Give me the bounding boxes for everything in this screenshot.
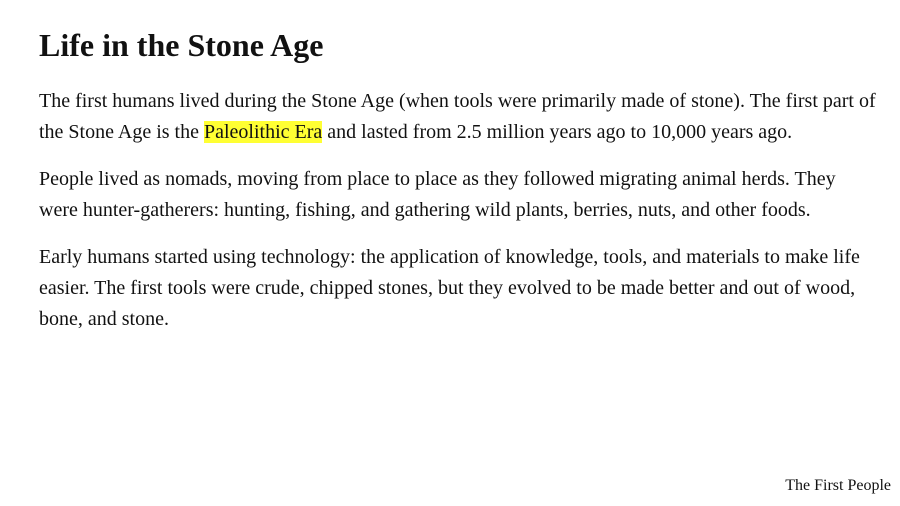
slide-body bbox=[39, 86, 879, 351]
highlighted-term-paleolithic-era: Paleolithic Era bbox=[203, 121, 323, 143]
slide-footer: The First People bbox=[785, 477, 891, 494]
paragraph-text-after-highlight: and lasted from 2.5 million years ago to 10,000 years ago. bbox=[322, 121, 793, 143]
paragraph-technology: Early humans started using technology: the application of knowledge, tools, and materials to make life easier. The first tools were crude, chipped stones, but they evolved to be made better and out of wood, bone, and stone. bbox=[39, 246, 860, 330]
paragraph-text-before-highlight: The first humans lived during the Stone Age (when tools were primarily made of stone). The first part of the Stone Age is the bbox=[39, 90, 876, 143]
paragraph-nomads: People lived as nomads, moving from place to place as they followed migrating animal herds. They were hunter-gatherers: hunting, fishing, and gathering wild plants, berries, nuts, and other foods. bbox=[39, 168, 836, 221]
paragraph-paleolithic bbox=[39, 86, 879, 148]
slide-title: Life in the Stone Age bbox=[39, 27, 324, 63]
